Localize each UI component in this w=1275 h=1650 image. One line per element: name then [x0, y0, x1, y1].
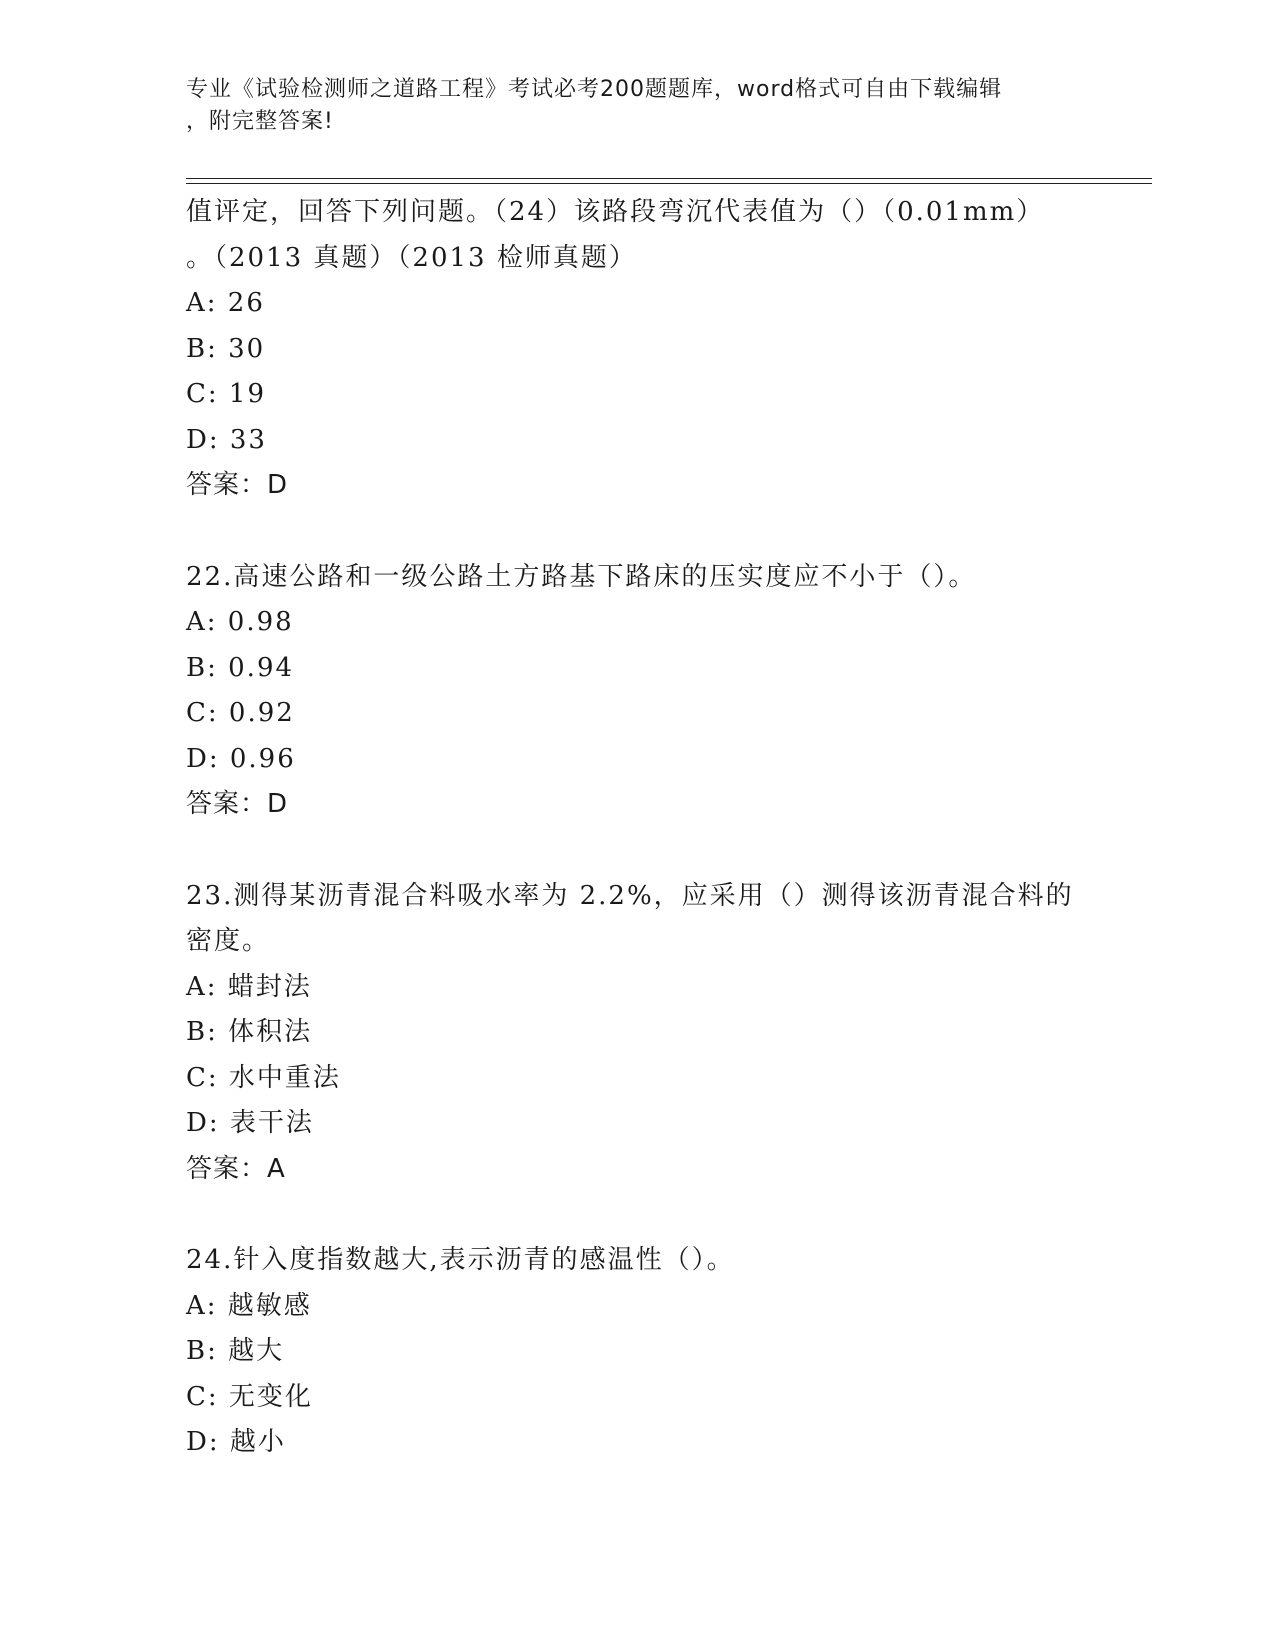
header-rule-bottom — [186, 183, 1152, 184]
answer: 答案：D — [186, 470, 289, 500]
option-d: D: 0.96 — [186, 743, 296, 774]
option-d: D: 越小 — [186, 1427, 286, 1457]
question-text: 值评定，回答下列问题。（24）该路段弯沉代表值为（）（0.01mm） — [186, 197, 1045, 227]
question-21 — [186, 190, 1146, 509]
option-c: C: 19 — [186, 379, 267, 409]
question-24 — [186, 1238, 1146, 1466]
option-d: D: 表干法 — [186, 1108, 314, 1138]
question-22 — [186, 555, 1146, 828]
question-list — [186, 190, 1146, 1466]
option-b: B: 体积法 — [186, 1017, 313, 1047]
question-text: 密度。 — [186, 926, 271, 956]
option-b: B: 越大 — [186, 1336, 285, 1366]
header-rule-top — [186, 178, 1152, 179]
option-b: B: 30 — [186, 333, 266, 364]
option-d: D: 33 — [186, 424, 267, 455]
header-line-2: ，附完整答案! — [186, 109, 334, 134]
option-a: A: 蜡封法 — [186, 971, 312, 1002]
header-line-1: 专业《试验检测师之道路工程》考试必考200题题库，word格式可自由下载编辑 — [186, 77, 1003, 102]
option-a: A: 越敏感 — [186, 1290, 312, 1321]
option-c: C: 水中重法 — [186, 1062, 341, 1093]
question-text: 。（2013 真题）（2013 检师真题） — [186, 242, 637, 273]
question-text: 24.针入度指数越大,表示沥青的感温性（）。 — [186, 1245, 735, 1275]
document-header — [186, 74, 1086, 138]
question-text: 23.测得某沥青混合料吸水率为 2.2%，应采用（）测得该沥青混合料的 — [186, 880, 1074, 911]
option-a: A: 26 — [186, 288, 265, 318]
option-c: C: 无变化 — [186, 1381, 313, 1412]
answer: 答案：A — [186, 1153, 286, 1184]
question-text: 22.高速公路和一级公路土方路基下路床的压实度应不小于（）。 — [186, 561, 977, 592]
question-23 — [186, 874, 1146, 1193]
option-b: B: 0.94 — [186, 652, 295, 683]
option-a: A: 0.98 — [186, 607, 294, 637]
answer: 答案：D — [186, 789, 289, 819]
option-c: C: 0.92 — [186, 698, 295, 728]
